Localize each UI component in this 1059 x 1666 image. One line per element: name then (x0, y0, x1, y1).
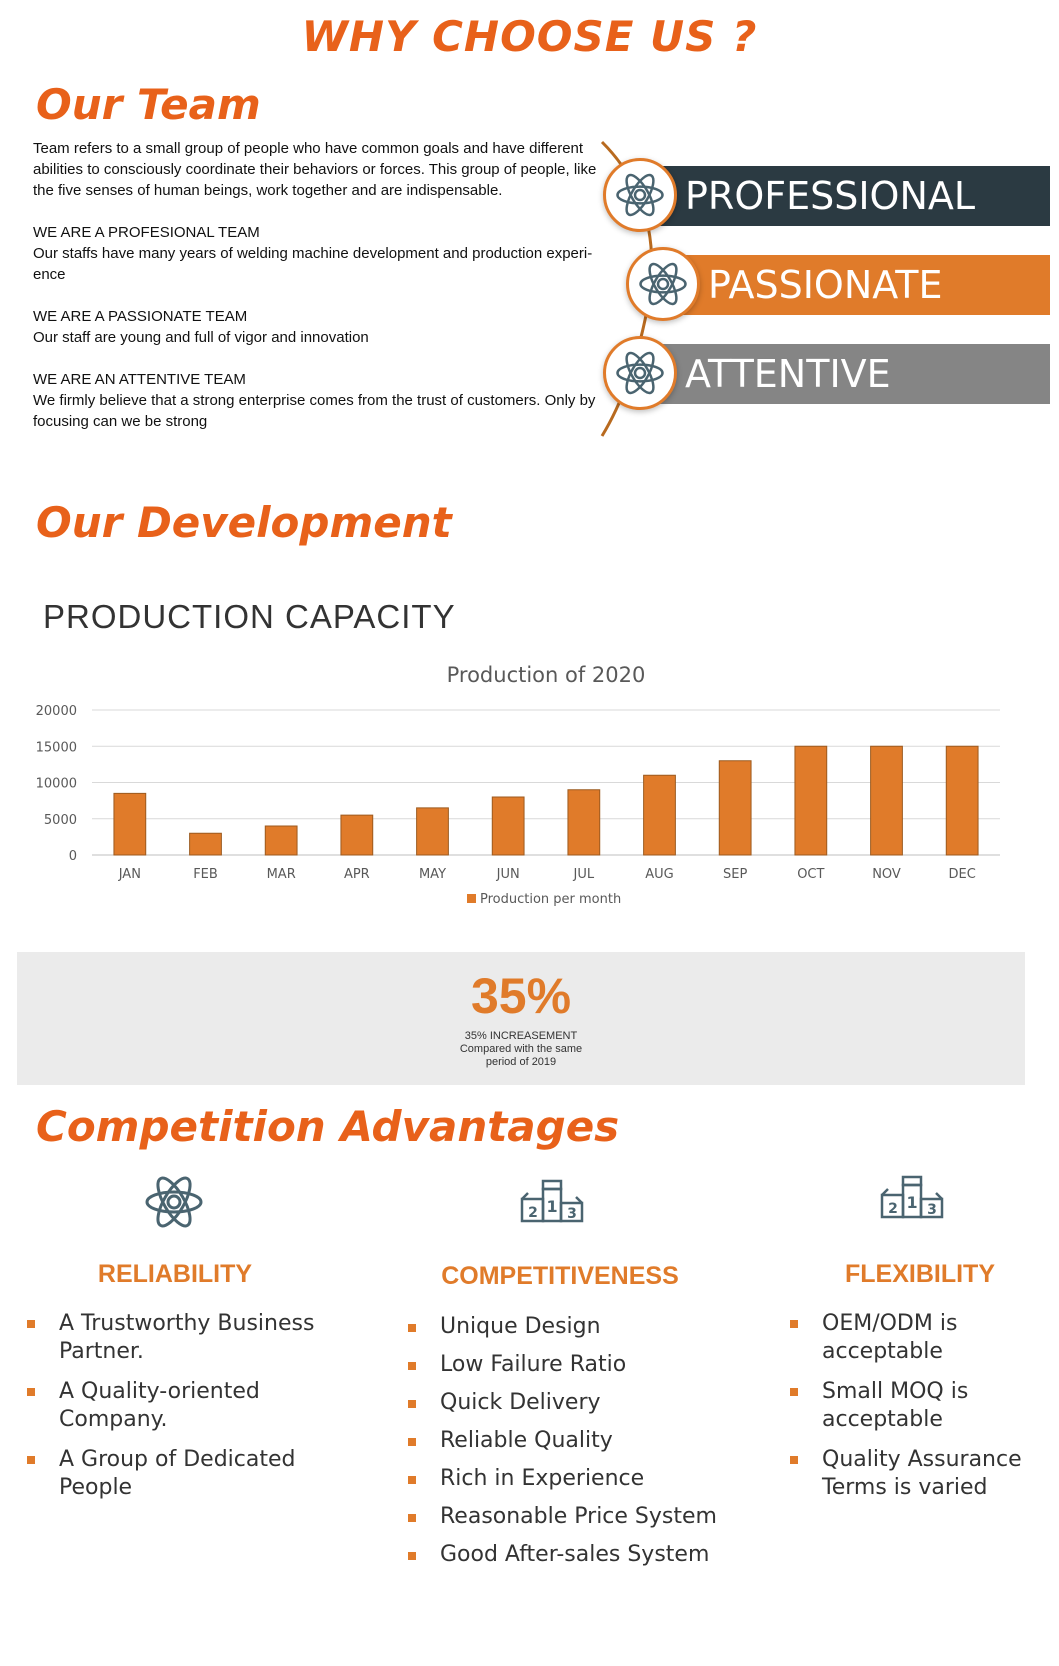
bar (795, 746, 827, 855)
list-item: Reliable Quality (408, 1428, 718, 1454)
x-tick-label: MAR (266, 867, 296, 882)
bar (871, 746, 903, 855)
development-section-title: Our Development (36, 498, 452, 547)
bar (417, 808, 449, 855)
competitiveness-list (408, 1314, 718, 1580)
x-tick-label: APR (343, 867, 370, 882)
atom-icon (626, 247, 700, 321)
team-section-title: Our Team (36, 80, 261, 129)
team-section-heading: WE ARE A PASSIONATE TEAM (33, 308, 248, 325)
bar (719, 761, 751, 855)
x-tick-label: SEP (723, 867, 748, 882)
team-section-professional (33, 222, 613, 285)
reliability-list (27, 1310, 347, 1514)
y-tick-label: 15000 (35, 740, 77, 756)
x-tick-label: DEC (948, 867, 976, 882)
list-item: Reasonable Price System (408, 1504, 718, 1530)
y-tick-label: 10000 (35, 776, 77, 792)
podium-icon (516, 1175, 588, 1240)
list-item: Unique Design (408, 1314, 718, 1340)
y-tick-label: 5000 (43, 812, 77, 828)
stat-caption: 35% INCREASEMENT Compared with the same period of 2019 (459, 1030, 583, 1068)
x-tick-label: NOV (872, 867, 901, 882)
production-chart (30, 660, 1020, 915)
legend-swatch (467, 894, 476, 903)
chart-title: Production of 2020 (446, 663, 646, 687)
list-item: Low Failure Ratio (408, 1352, 718, 1378)
team-intro: Team refers to a small group of people who have common goals and have different abilities to consciously coordinate their behaviors or forces. This group of people, like the five senses of human beings, work together and are indispensable. (33, 140, 597, 199)
team-section-attentive (33, 369, 613, 432)
podium-icon (876, 1171, 948, 1236)
x-tick-label: MAY (418, 867, 447, 882)
team-section-heading: WE ARE AN ATTENTIVE TEAM (33, 371, 246, 388)
x-tick-label: JUL (573, 867, 595, 882)
y-tick-label: 20000 (35, 704, 77, 719)
x-tick-label: FEB (193, 867, 218, 882)
atom-icon (603, 158, 677, 232)
bar (492, 797, 524, 855)
production-capacity-title: PRODUCTION CAPACITY (43, 598, 456, 635)
x-tick-label: OCT (797, 867, 825, 882)
legend-label: Production per month (480, 892, 622, 907)
banner-passionate: PASSIONATE (678, 255, 1050, 315)
atom-icon (143, 1171, 205, 1238)
atom-icon (603, 336, 677, 410)
advantages-section-title: Competition Advantages (36, 1102, 620, 1151)
bar (568, 790, 600, 855)
stat-value: 35% (470, 968, 572, 1024)
list-item: Small MOQ is acceptable (790, 1378, 1050, 1434)
team-section-text: Our staff are young and full of vigor and innovation (33, 329, 369, 346)
bar (190, 833, 222, 855)
stat-panel (17, 952, 1025, 1085)
banner-professional: PROFESSIONAL (655, 166, 1050, 226)
list-item: A Quality-oriented Company. (27, 1378, 347, 1434)
list-item: OEM/ODM is acceptable (790, 1310, 1050, 1366)
list-item: A Group of Dedicated People (27, 1446, 347, 1502)
y-tick-label: 0 (68, 849, 77, 864)
bar (946, 746, 978, 855)
list-item: Good After-sales System (408, 1542, 718, 1568)
list-item: Quick Delivery (408, 1390, 718, 1416)
team-section-passionate (33, 306, 613, 348)
bar (265, 826, 297, 855)
banner-attentive: ATTENTIVE (655, 344, 1050, 404)
team-section-text: Our staffs have many years of welding machine development and production experi-ence (33, 245, 593, 283)
x-tick-label: JAN (118, 867, 141, 882)
list-item: A Trustworthy Business Partner. (27, 1310, 347, 1366)
team-description (33, 138, 613, 432)
reliability-heading: RELIABILITY (97, 1260, 253, 1288)
flexibility-list (790, 1310, 1050, 1514)
competitiveness-heading: COMPETITIVENESS (441, 1262, 679, 1290)
bar (114, 793, 146, 855)
flexibility-heading: FLEXIBILITY (845, 1260, 995, 1288)
x-tick-label: AUG (645, 867, 674, 882)
x-tick-label: JUN (496, 867, 520, 882)
list-item: Rich in Experience (408, 1466, 718, 1492)
bar (341, 815, 373, 855)
page-title: WHY CHOOSE US ? (301, 12, 758, 61)
bar (644, 775, 676, 855)
list-item: Quality Assurance Terms is varied (790, 1446, 1050, 1502)
team-section-text: We firmly believe that a strong enterprise comes from the trust of customers. Only by focusing can we be strong (33, 392, 596, 430)
team-section-heading: WE ARE A PROFESIONAL TEAM (33, 224, 260, 241)
